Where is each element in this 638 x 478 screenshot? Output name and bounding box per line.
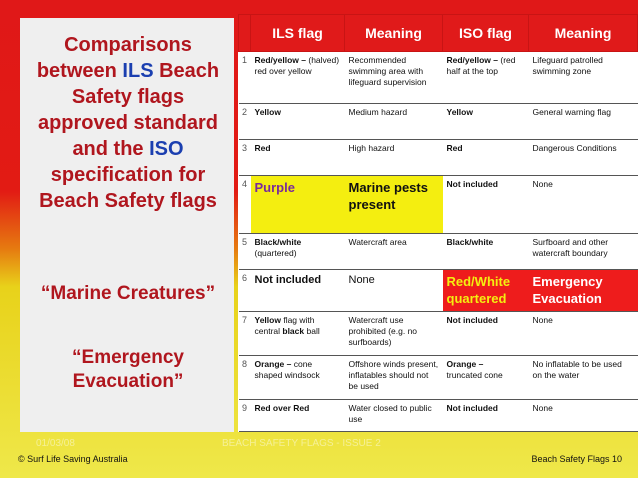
ils-flag-cell (251, 234, 345, 270)
row-number: 6 (239, 270, 251, 312)
iso-flag-cell: Not included (443, 400, 529, 432)
quote-emergency-evacuation: “Emergency Evacuation” (72, 347, 184, 392)
table-row (239, 356, 638, 400)
ils-meaning-cell: High hazard (345, 140, 443, 176)
title-iso: ISO (149, 138, 184, 160)
iso-meaning-cell: Lifeguard patrolled swimming zone (529, 52, 638, 104)
ils-flag-detail: (quartered) (254, 248, 297, 258)
table-row (239, 312, 638, 356)
iso-meaning-cell: Emergency Evacuation (529, 270, 638, 312)
slide-title (36, 32, 220, 214)
row-number: 1 (239, 52, 251, 104)
ils-flag-cell: Red (251, 140, 345, 176)
table-header-row (239, 15, 638, 52)
table-row (239, 52, 638, 104)
iso-flag-cell (443, 356, 529, 400)
iso-flag-name: Red/yellow – (446, 55, 498, 65)
iso-flag-cell: Red/White quartered (443, 270, 529, 312)
ils-meaning-cell: Marine pests present (345, 176, 443, 234)
title-text-2: Beach Safety flags approved standard and the (37, 60, 220, 160)
title-text-1: Comparisons between (36, 34, 192, 82)
table-row (239, 270, 638, 312)
ils-meaning-cell: Watercraft use prohibited (e.g. no surfboards) (345, 312, 443, 356)
iso-flag-cell: Not included (443, 312, 529, 356)
iso-flag-name: Orange – (446, 359, 484, 369)
faint-date: 01/03/08 (36, 438, 75, 449)
ils-flag-cell: Not included (251, 270, 345, 312)
iso-meaning-cell: None (529, 312, 638, 356)
header-ils-flag: ILS flag (251, 15, 345, 52)
iso-flag-cell: Not included (443, 176, 529, 234)
ils-flag-detail: cone shaped windsock (254, 359, 320, 380)
iso-flag-cell: Black/white (443, 234, 529, 270)
ils-meaning-cell: Medium hazard (345, 104, 443, 140)
ils-meaning-cell: Water closed to public use (345, 400, 443, 432)
iso-flag-detail: truncated cone (446, 370, 503, 380)
iso-meaning-cell: No inflatable to be used on the water (529, 356, 638, 400)
ils-meaning-cell: Offshore winds present, inflatables should not be used (345, 356, 443, 400)
table-row (239, 140, 638, 176)
iso-flag-cell (443, 52, 529, 104)
row-number: 7 (239, 312, 251, 356)
header-iso-meaning: Meaning (529, 15, 638, 52)
ils-flag-name: Orange – (254, 359, 292, 369)
row-number: 2 (239, 104, 251, 140)
iso-meaning-cell: General warning flag (529, 104, 638, 140)
table-row (239, 400, 638, 432)
table-row (239, 176, 638, 234)
ils-meaning-cell: Recommended swimming area with lifeguard supervision (345, 52, 443, 104)
footer-copyright: © Surf Life Saving Australia (18, 454, 128, 464)
header-iso-flag: ISO flag (443, 15, 529, 52)
row-number: 9 (239, 400, 251, 432)
iso-meaning-cell: None (529, 176, 638, 234)
iso-meaning-cell: None (529, 400, 638, 432)
ils-flag-detail: flag with central (254, 315, 315, 336)
footer-page-label: Beach Safety Flags 10 (531, 454, 622, 464)
iso-flag-cell: Yellow (443, 104, 529, 140)
ils-flag-name: Yellow (254, 315, 281, 325)
ils-flag-cell (251, 52, 345, 104)
ils-flag-detail: (halved) red over yellow (254, 55, 340, 76)
row-number: 5 (239, 234, 251, 270)
ils-flag-name: Red/yellow – (254, 55, 306, 65)
ils-flag-cell: Red over Red (251, 400, 345, 432)
header-num (239, 15, 251, 52)
ils-flag-cell (251, 312, 345, 356)
title-ils: ILS (122, 60, 154, 82)
quote-marine-creatures: “Marine Creatures” (40, 283, 216, 304)
iso-flag-detail: (red half at the top (446, 55, 516, 76)
ils-flag-cell: Purple (251, 176, 345, 234)
ils-meaning-cell: None (345, 270, 443, 312)
ils-flag-ball-color: black (282, 326, 305, 336)
row-number: 3 (239, 140, 251, 176)
flags-comparison-table (238, 14, 638, 432)
ils-flag-cell: Yellow (251, 104, 345, 140)
row-number: 4 (239, 176, 251, 234)
table-row (239, 234, 638, 270)
iso-flag-cell: Red (443, 140, 529, 176)
iso-meaning-cell: Dangerous Conditions (529, 140, 638, 176)
header-meaning: Meaning (345, 15, 443, 52)
ils-flag-name: Black/white (254, 237, 302, 247)
title-text-3: specification for Beach Safety flags (39, 164, 217, 212)
table-row (239, 104, 638, 140)
ils-flag-cell (251, 356, 345, 400)
ils-flag-detail-end: ball (304, 326, 320, 336)
row-number: 8 (239, 356, 251, 400)
ils-meaning-cell: Watercraft area (345, 234, 443, 270)
iso-meaning-cell: Surfboard and other watercraft boundary (529, 234, 638, 270)
faint-footer-title: BEACH SAFETY FLAGS - ISSUE 2 (222, 438, 381, 449)
